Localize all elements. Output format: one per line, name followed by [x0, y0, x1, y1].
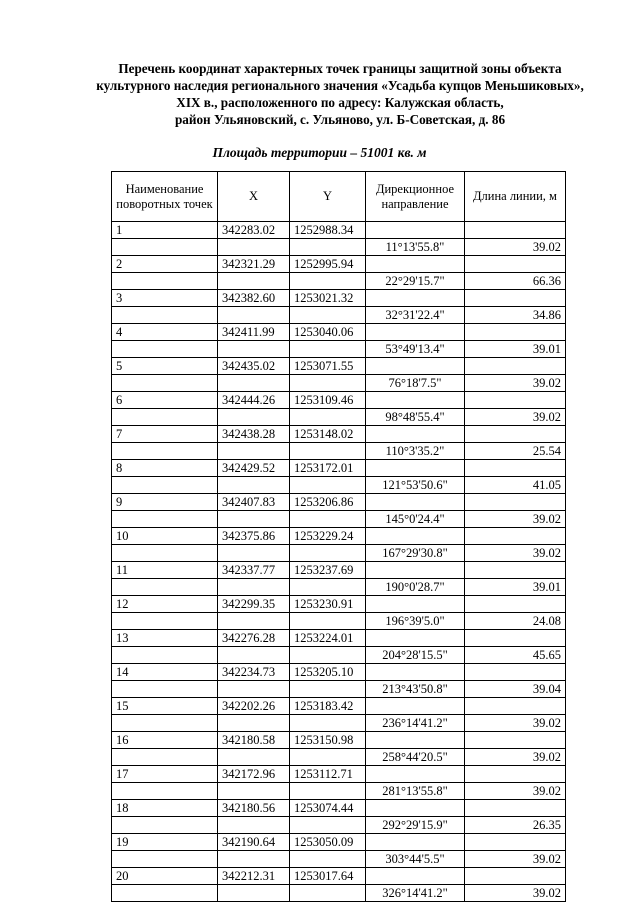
empty-cell: [366, 494, 465, 511]
point-number: 13: [112, 630, 218, 647]
point-x: 342180.58: [218, 732, 290, 749]
point-x: 342321.29: [218, 256, 290, 273]
segment-direction: 121°53'50.6": [366, 477, 465, 494]
segment-row: [112, 239, 566, 256]
document-title: [60, 60, 620, 128]
segment-direction: 167°29'30.8": [366, 545, 465, 562]
segment-length: 39.02: [465, 715, 566, 732]
point-x: 342411.99: [218, 324, 290, 341]
point-y: 1253112.71: [290, 766, 366, 783]
point-y: 1253021.32: [290, 290, 366, 307]
point-number: 17: [112, 766, 218, 783]
segment-length: 39.02: [465, 545, 566, 562]
point-y: 1252995.94: [290, 256, 366, 273]
empty-cell: [366, 800, 465, 817]
point-row: [112, 800, 566, 817]
point-number: 14: [112, 664, 218, 681]
point-y: 1253017.64: [290, 868, 366, 885]
segment-length: 34.86: [465, 307, 566, 324]
empty-cell: [218, 375, 290, 392]
empty-cell: [112, 375, 218, 392]
empty-cell: [290, 239, 366, 256]
point-row: [112, 732, 566, 749]
segment-length: 39.01: [465, 341, 566, 358]
point-y: 1253109.46: [290, 392, 366, 409]
segment-direction: 196°39'5.0": [366, 613, 465, 630]
empty-cell: [366, 290, 465, 307]
empty-cell: [218, 545, 290, 562]
segment-row: [112, 851, 566, 868]
title-line: Перечень координат характерных точек границы защитной зоны объекта: [118, 61, 562, 76]
segment-length: 41.05: [465, 477, 566, 494]
empty-cell: [465, 222, 566, 239]
point-row: [112, 630, 566, 647]
point-row: [112, 562, 566, 579]
point-row: [112, 324, 566, 341]
point-x: 342299.35: [218, 596, 290, 613]
empty-cell: [218, 885, 290, 902]
empty-cell: [366, 358, 465, 375]
point-y: 1253237.69: [290, 562, 366, 579]
point-x: 342429.52: [218, 460, 290, 477]
empty-cell: [465, 698, 566, 715]
empty-cell: [112, 613, 218, 630]
point-number: 10: [112, 528, 218, 545]
point-y: 1253229.24: [290, 528, 366, 545]
empty-cell: [465, 460, 566, 477]
point-row: [112, 392, 566, 409]
point-y: 1253230.91: [290, 596, 366, 613]
empty-cell: [465, 630, 566, 647]
point-number: 19: [112, 834, 218, 851]
point-y: 1253050.09: [290, 834, 366, 851]
empty-cell: [112, 715, 218, 732]
empty-cell: [465, 766, 566, 783]
empty-cell: [366, 562, 465, 579]
point-x: 342180.56: [218, 800, 290, 817]
point-number: 1: [112, 222, 218, 239]
segment-length: 39.02: [465, 749, 566, 766]
empty-cell: [290, 885, 366, 902]
empty-cell: [112, 307, 218, 324]
empty-cell: [366, 426, 465, 443]
point-x: 342407.83: [218, 494, 290, 511]
empty-cell: [465, 528, 566, 545]
point-number: 20: [112, 868, 218, 885]
segment-row: [112, 749, 566, 766]
empty-cell: [112, 579, 218, 596]
point-row: [112, 358, 566, 375]
segment-length: 39.02: [465, 239, 566, 256]
segment-row: [112, 375, 566, 392]
empty-cell: [465, 596, 566, 613]
header-y: Y: [290, 172, 366, 222]
empty-cell: [290, 715, 366, 732]
segment-row: [112, 477, 566, 494]
point-x: 342438.28: [218, 426, 290, 443]
empty-cell: [112, 851, 218, 868]
empty-cell: [290, 477, 366, 494]
segment-direction: 213°43'50.8": [366, 681, 465, 698]
empty-cell: [290, 443, 366, 460]
point-y: 1253040.06: [290, 324, 366, 341]
point-number: 7: [112, 426, 218, 443]
point-y: 1253148.02: [290, 426, 366, 443]
point-x: 342337.77: [218, 562, 290, 579]
point-y: 1253150.98: [290, 732, 366, 749]
segment-direction: 145°0'24.4": [366, 511, 465, 528]
segment-row: [112, 579, 566, 596]
point-x: 342234.73: [218, 664, 290, 681]
point-number: 15: [112, 698, 218, 715]
segment-length: 39.02: [465, 851, 566, 868]
segment-direction: 22°29'15.7": [366, 273, 465, 290]
empty-cell: [218, 307, 290, 324]
point-number: 2: [112, 256, 218, 273]
empty-cell: [112, 443, 218, 460]
empty-cell: [290, 273, 366, 290]
empty-cell: [366, 596, 465, 613]
point-number: 5: [112, 358, 218, 375]
point-row: [112, 256, 566, 273]
empty-cell: [218, 477, 290, 494]
coordinates-table: [111, 171, 566, 902]
empty-cell: [112, 511, 218, 528]
segment-direction: 281°13'55.8": [366, 783, 465, 800]
empty-cell: [112, 239, 218, 256]
title-line: район Ульяновский, с. Ульяново, ул. Б-Советская, д. 86: [174, 112, 506, 127]
empty-cell: [218, 511, 290, 528]
point-row: [112, 596, 566, 613]
segment-direction: 258°44'20.5": [366, 749, 465, 766]
segment-row: [112, 817, 566, 834]
point-number: 18: [112, 800, 218, 817]
empty-cell: [465, 800, 566, 817]
point-number: 11: [112, 562, 218, 579]
point-number: 16: [112, 732, 218, 749]
segment-length: 25.54: [465, 443, 566, 460]
empty-cell: [112, 817, 218, 834]
segment-direction: 76°18'7.5": [366, 375, 465, 392]
point-x: 342382.60: [218, 290, 290, 307]
segment-length: 39.02: [465, 511, 566, 528]
segment-length: 66.36: [465, 273, 566, 290]
title-line: культурного наследия регионального значения «Усадьба купцов Меньшиковых»,: [96, 78, 584, 93]
empty-cell: [366, 392, 465, 409]
empty-cell: [366, 834, 465, 851]
point-row: [112, 766, 566, 783]
segment-length: 39.02: [465, 409, 566, 426]
empty-cell: [290, 647, 366, 664]
header-direction: Дирекционное направление: [366, 172, 465, 222]
segment-row: [112, 307, 566, 324]
point-row: [112, 698, 566, 715]
area-caption: Площадь территории – 51001 кв. м: [212, 145, 427, 160]
empty-cell: [218, 715, 290, 732]
segment-row: [112, 783, 566, 800]
segment-length: 39.04: [465, 681, 566, 698]
empty-cell: [290, 681, 366, 698]
empty-cell: [218, 749, 290, 766]
empty-cell: [465, 290, 566, 307]
empty-cell: [465, 868, 566, 885]
empty-cell: [112, 783, 218, 800]
empty-cell: [465, 664, 566, 681]
empty-cell: [366, 460, 465, 477]
point-y: 1253183.42: [290, 698, 366, 715]
empty-cell: [218, 239, 290, 256]
point-y: 1253205.10: [290, 664, 366, 681]
empty-cell: [112, 885, 218, 902]
point-y: 1253172.01: [290, 460, 366, 477]
point-row: [112, 460, 566, 477]
segment-row: [112, 341, 566, 358]
segment-length: 24.08: [465, 613, 566, 630]
point-number: 3: [112, 290, 218, 307]
empty-cell: [290, 579, 366, 596]
point-number: 4: [112, 324, 218, 341]
point-number: 6: [112, 392, 218, 409]
empty-cell: [112, 545, 218, 562]
empty-cell: [465, 732, 566, 749]
empty-cell: [218, 681, 290, 698]
segment-row: [112, 613, 566, 630]
point-x: 342190.64: [218, 834, 290, 851]
segment-row: [112, 681, 566, 698]
segment-direction: 110°3'35.2": [366, 443, 465, 460]
empty-cell: [366, 698, 465, 715]
segment-direction: 53°49'13.4": [366, 341, 465, 358]
table-header-row: [112, 172, 566, 222]
empty-cell: [112, 409, 218, 426]
empty-cell: [290, 545, 366, 562]
segment-row: [112, 511, 566, 528]
segment-direction: 292°29'15.9": [366, 817, 465, 834]
empty-cell: [290, 307, 366, 324]
segment-row: [112, 443, 566, 460]
segment-direction: 236°14'41.2": [366, 715, 465, 732]
empty-cell: [290, 783, 366, 800]
empty-cell: [218, 613, 290, 630]
empty-cell: [465, 834, 566, 851]
segment-length: 26.35: [465, 817, 566, 834]
segment-row: [112, 647, 566, 664]
point-y: 1253074.44: [290, 800, 366, 817]
empty-cell: [290, 749, 366, 766]
empty-cell: [218, 443, 290, 460]
point-x: 342202.26: [218, 698, 290, 715]
segment-direction: 98°48'55.4": [366, 409, 465, 426]
segment-row: [112, 409, 566, 426]
header-x: X: [218, 172, 290, 222]
header-length: Длина линии, м: [465, 172, 566, 222]
point-x: 342172.96: [218, 766, 290, 783]
empty-cell: [290, 613, 366, 630]
empty-cell: [218, 647, 290, 664]
point-x: 342283.02: [218, 222, 290, 239]
point-y: 1252988.34: [290, 222, 366, 239]
segment-length: 39.01: [465, 579, 566, 596]
segment-row: [112, 885, 566, 902]
segment-length: 45.65: [465, 647, 566, 664]
segment-direction: 11°13'55.8": [366, 239, 465, 256]
empty-cell: [366, 868, 465, 885]
empty-cell: [218, 783, 290, 800]
point-row: [112, 494, 566, 511]
empty-cell: [366, 664, 465, 681]
title-line: XIX в., расположенного по адресу: Калужская область,: [176, 95, 504, 110]
empty-cell: [366, 630, 465, 647]
point-row: [112, 290, 566, 307]
segment-length: 39.02: [465, 783, 566, 800]
segment-row: [112, 545, 566, 562]
point-row: [112, 222, 566, 239]
segment-direction: 303°44'5.5": [366, 851, 465, 868]
point-x: 342212.31: [218, 868, 290, 885]
empty-cell: [290, 851, 366, 868]
point-number: 9: [112, 494, 218, 511]
empty-cell: [290, 375, 366, 392]
empty-cell: [366, 324, 465, 341]
header-point-name: Наименование поворотных точек: [112, 172, 218, 222]
point-row: [112, 834, 566, 851]
empty-cell: [366, 528, 465, 545]
empty-cell: [218, 579, 290, 596]
point-row: [112, 868, 566, 885]
empty-cell: [112, 681, 218, 698]
empty-cell: [112, 749, 218, 766]
empty-cell: [465, 392, 566, 409]
segment-direction: 32°31'22.4": [366, 307, 465, 324]
empty-cell: [465, 426, 566, 443]
empty-cell: [465, 562, 566, 579]
empty-cell: [112, 341, 218, 358]
segment-row: [112, 715, 566, 732]
empty-cell: [465, 256, 566, 273]
point-row: [112, 664, 566, 681]
point-y: 1253224.01: [290, 630, 366, 647]
point-x: 342444.26: [218, 392, 290, 409]
segment-direction: 190°0'28.7": [366, 579, 465, 596]
empty-cell: [366, 732, 465, 749]
empty-cell: [218, 409, 290, 426]
empty-cell: [112, 477, 218, 494]
empty-cell: [465, 358, 566, 375]
segment-row: [112, 273, 566, 290]
empty-cell: [218, 273, 290, 290]
segment-direction: 326°14'41.2": [366, 885, 465, 902]
empty-cell: [112, 647, 218, 664]
point-row: [112, 528, 566, 545]
point-number: 8: [112, 460, 218, 477]
empty-cell: [290, 341, 366, 358]
empty-cell: [465, 324, 566, 341]
empty-cell: [290, 817, 366, 834]
empty-cell: [218, 851, 290, 868]
point-x: 342435.02: [218, 358, 290, 375]
empty-cell: [366, 256, 465, 273]
point-x: 342375.86: [218, 528, 290, 545]
point-row: [112, 426, 566, 443]
point-x: 342276.28: [218, 630, 290, 647]
point-number: 12: [112, 596, 218, 613]
empty-cell: [366, 222, 465, 239]
empty-cell: [290, 511, 366, 528]
empty-cell: [218, 341, 290, 358]
segment-direction: 204°28'15.5": [366, 647, 465, 664]
segment-length: 39.02: [465, 375, 566, 392]
point-y: 1253206.86: [290, 494, 366, 511]
empty-cell: [465, 494, 566, 511]
point-y: 1253071.55: [290, 358, 366, 375]
empty-cell: [218, 817, 290, 834]
empty-cell: [366, 766, 465, 783]
segment-length: 39.02: [465, 885, 566, 902]
empty-cell: [112, 273, 218, 290]
empty-cell: [290, 409, 366, 426]
